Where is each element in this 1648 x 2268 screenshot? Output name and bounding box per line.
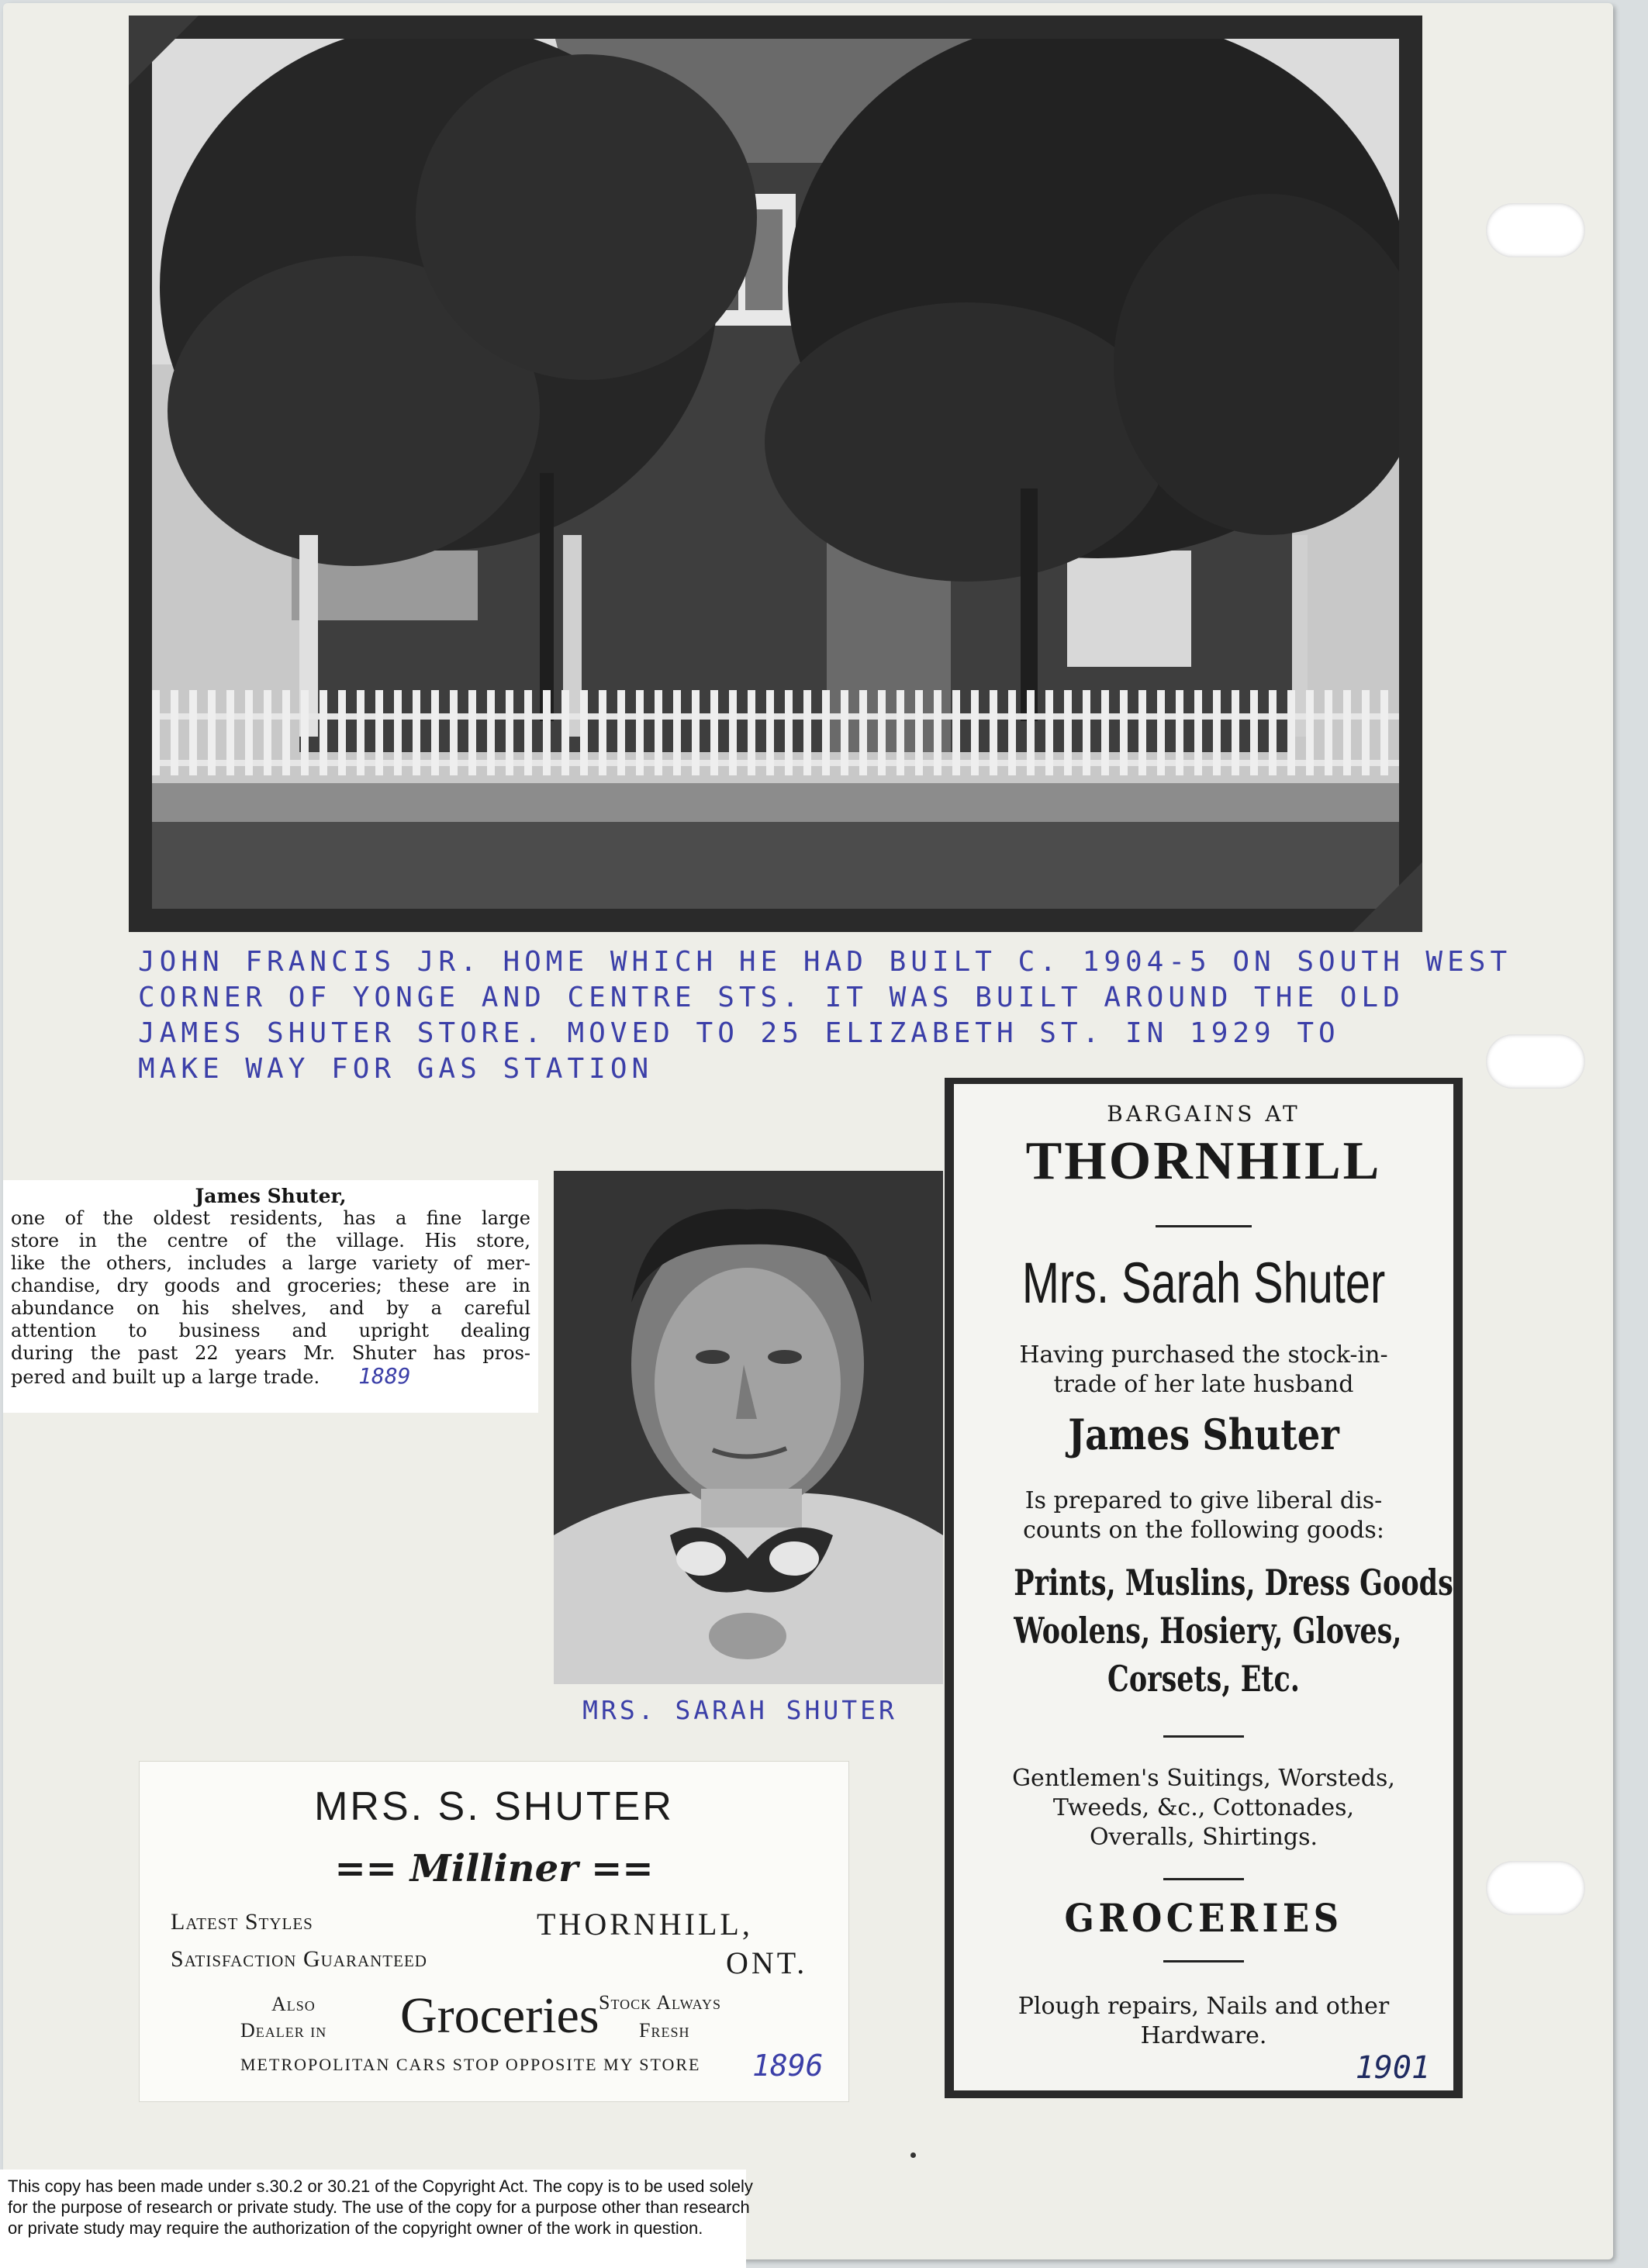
ad-goods-line: Corsets, Etc.	[1107, 1658, 1300, 1700]
notice-line: for the purpose of research or private study. The use of the copy for a purpose other than research	[8, 2197, 750, 2217]
clipping-line: store in the centre of the village. His store,	[11, 1230, 530, 1251]
newspaper-clipping-1889	[3, 1180, 538, 1413]
card-satisfaction: Satisfaction Guaranteed	[171, 1946, 427, 1972]
ad-discount-line: counts on the following goods:	[1023, 1517, 1384, 1544]
speck	[910, 2152, 916, 2158]
house-photograph-frame	[129, 16, 1422, 932]
ad-name: Mrs. Sarah Shuter	[1021, 1251, 1386, 1315]
clipping-year-note: 1889	[358, 1363, 411, 1389]
clipping-line: during the past 22 years Mr. Shuter has pros-	[11, 1342, 530, 1364]
ad-goods-line: Woolens, Hosiery, Gloves,	[1014, 1610, 1402, 1652]
card-groceries: Groceries	[400, 1987, 599, 2044]
ad-husband-name: James Shuter	[1068, 1410, 1339, 1459]
card-town: THORNHILL,	[537, 1907, 753, 1942]
ad-hardware-line: Plough repairs, Nails and other	[1017, 1993, 1390, 2020]
ad-year-note: 1901	[1355, 2050, 1430, 2086]
milliner-business-card	[140, 1762, 848, 2101]
clipping-line: pered and built up a large trade.	[11, 1366, 320, 1388]
caption-line: JAMES SHUTER STORE. MOVED TO 25 ELIZABETH ST. IN 1929 TO	[138, 1017, 1340, 1049]
ad-divider	[1163, 1960, 1244, 1962]
caption-line: JOHN FRANCIS JR. HOME WHICH HE HAD BUILT C. 1904-5 ON SOUTH WEST	[138, 946, 1512, 978]
ad-suitings-line: Tweeds, &c., Cottonades,	[1052, 1794, 1355, 1821]
ad-divider	[1156, 1225, 1252, 1227]
ad-bargains-at: BARGAINS AT	[1107, 1101, 1301, 1127]
house-photograph	[152, 39, 1399, 909]
clipping-last-line	[11, 1365, 530, 1389]
ad-suitings-line: Gentlemen's Suitings, Worsteds,	[1012, 1765, 1395, 1792]
card-footer: METROPOLITAN CARS STOP OPPOSITE MY STORE	[240, 2055, 701, 2074]
caption-line: CORNER OF YONGE AND CENTRE STS. IT WAS BUILT AROUND THE OLD	[138, 982, 1404, 1013]
ad-goods-line: Prints, Muslins, Dress Goods	[1014, 1562, 1453, 1603]
binder-hole	[1486, 1034, 1585, 1089]
ad-purchase-line: trade of her late husband	[1053, 1371, 1354, 1398]
advertisement-1901	[945, 1078, 1463, 2098]
notice-line: or private study may require the authorization of the copyright owner of the work in question.	[8, 2218, 703, 2238]
card-stock-always: Stock Always	[599, 1991, 721, 2014]
ad-purchase-line: Having purchased the stock-in-	[1019, 1341, 1388, 1369]
portrait-image	[554, 1171, 943, 1684]
ad-discount-line: Is prepared to give liberal dis-	[1024, 1487, 1383, 1514]
notice-line: This copy has been made under s.30.2 or 30.21 of the Copyright Act. The copy is to be used solely	[8, 2177, 753, 2196]
card-year-note: 1896	[752, 2049, 824, 2083]
ad-town: THORNHILL	[1025, 1131, 1382, 1191]
portrait-photograph	[554, 1171, 943, 1684]
binder-hole	[1486, 1861, 1585, 1915]
clipping-line: attention to business and upright dealing	[11, 1320, 530, 1341]
card-also: Also	[271, 1993, 316, 2015]
card-latest-styles: Latest Styles	[171, 1909, 313, 1935]
copyright-notice	[0, 2170, 753, 2268]
clipping-line: like the others, includes a large variety of mer-	[11, 1252, 530, 1274]
card-subtitle: == Milliner ==	[334, 1847, 654, 1890]
photo-corner-mount	[1353, 862, 1422, 932]
ad-suitings-line: Overalls, Shirtings.	[1089, 1824, 1318, 1851]
clipping-line: chandise, dry goods and groceries; these are in	[11, 1275, 530, 1296]
advertisement-body	[954, 1084, 1453, 2090]
clipping-line: abundance on his shelves, and by a careful	[11, 1297, 530, 1319]
ad-divider	[1163, 1735, 1244, 1738]
ad-divider	[1163, 1878, 1244, 1880]
clipping-heading: James Shuter,	[195, 1185, 347, 1207]
ad-hardware-line: Hardware.	[1140, 2022, 1267, 2049]
card-title: MRS. S. SHUTER	[314, 1784, 674, 1829]
binder-hole	[1486, 203, 1585, 257]
card-province: ONT.	[726, 1945, 808, 1980]
portrait-handwritten-caption: MRS. SARAH SHUTER	[582, 1695, 897, 1725]
caption-line: MAKE WAY FOR GAS STATION	[138, 1053, 654, 1085]
photo-corner-mount	[129, 16, 199, 85]
photo-handwritten-caption	[138, 944, 1512, 1087]
card-dealer-in: Dealer in	[240, 2019, 327, 2042]
clipping-line: one of the oldest residents, has a fine large	[11, 1207, 530, 1229]
card-fresh: Fresh	[639, 2019, 690, 2042]
ad-groceries: GROCERIES	[1064, 1895, 1343, 1941]
house-photo-image	[152, 39, 1399, 909]
